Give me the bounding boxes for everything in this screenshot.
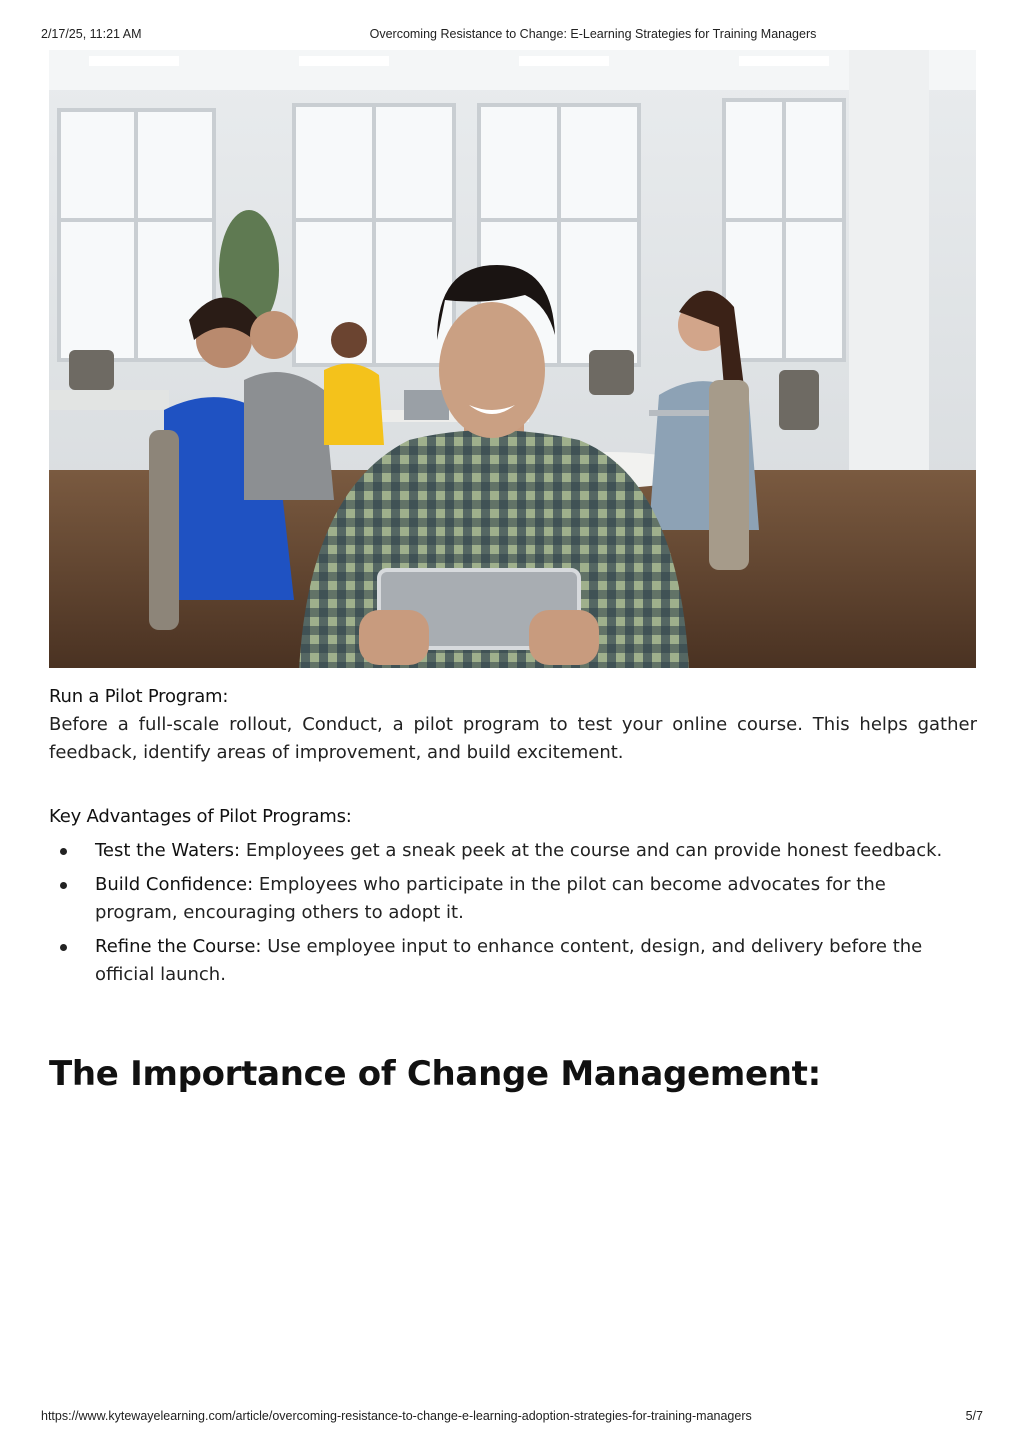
hero-image (49, 50, 976, 668)
advantages-subheading: Key Advantages of Pilot Programs: (49, 806, 352, 827)
print-datetime: 2/17/25, 11:21 AM (41, 27, 142, 41)
section-heading: The Importance of Change Management: (49, 1054, 821, 1094)
pilot-program-subheading: Run a Pilot Program: (49, 686, 229, 707)
list-item-label: Build Confidence: (95, 874, 254, 895)
list-item (95, 837, 977, 865)
list-item (95, 933, 977, 989)
list-item (95, 871, 977, 927)
list-item-text: Employees get a sneak peek at the course and can provide honest feedback. (240, 840, 943, 861)
list-item-text: Employees who participate in the pilot can become advocates for the program, encouraging others to adopt it. (95, 874, 886, 923)
article-section (49, 683, 977, 995)
page-number: 5/7 (965, 1409, 983, 1423)
print-footer (0, 1409, 1024, 1425)
page-url: https://www.kytewayelearning.com/article/overcoming-resistance-to-change-e-learning-adoption-strategies-for-training-managers (41, 1409, 752, 1423)
list-item-label: Test the Waters: (95, 840, 241, 861)
pilot-program-paragraph: Before a full-scale rollout, Conduct, a pilot program to test your online course. This helps gather feedback, identify areas of improvement, and build excitement. (49, 714, 977, 763)
advantages-list (49, 837, 977, 989)
print-header (0, 27, 1024, 43)
print-page-title: Overcoming Resistance to Change: E-Learning Strategies for Training Managers (369, 27, 817, 41)
office-photo (49, 50, 976, 668)
list-item-text: Use employee input to enhance content, design, and delivery before the official launch. (95, 936, 923, 985)
list-item-label: Refine the Course: (95, 936, 262, 957)
